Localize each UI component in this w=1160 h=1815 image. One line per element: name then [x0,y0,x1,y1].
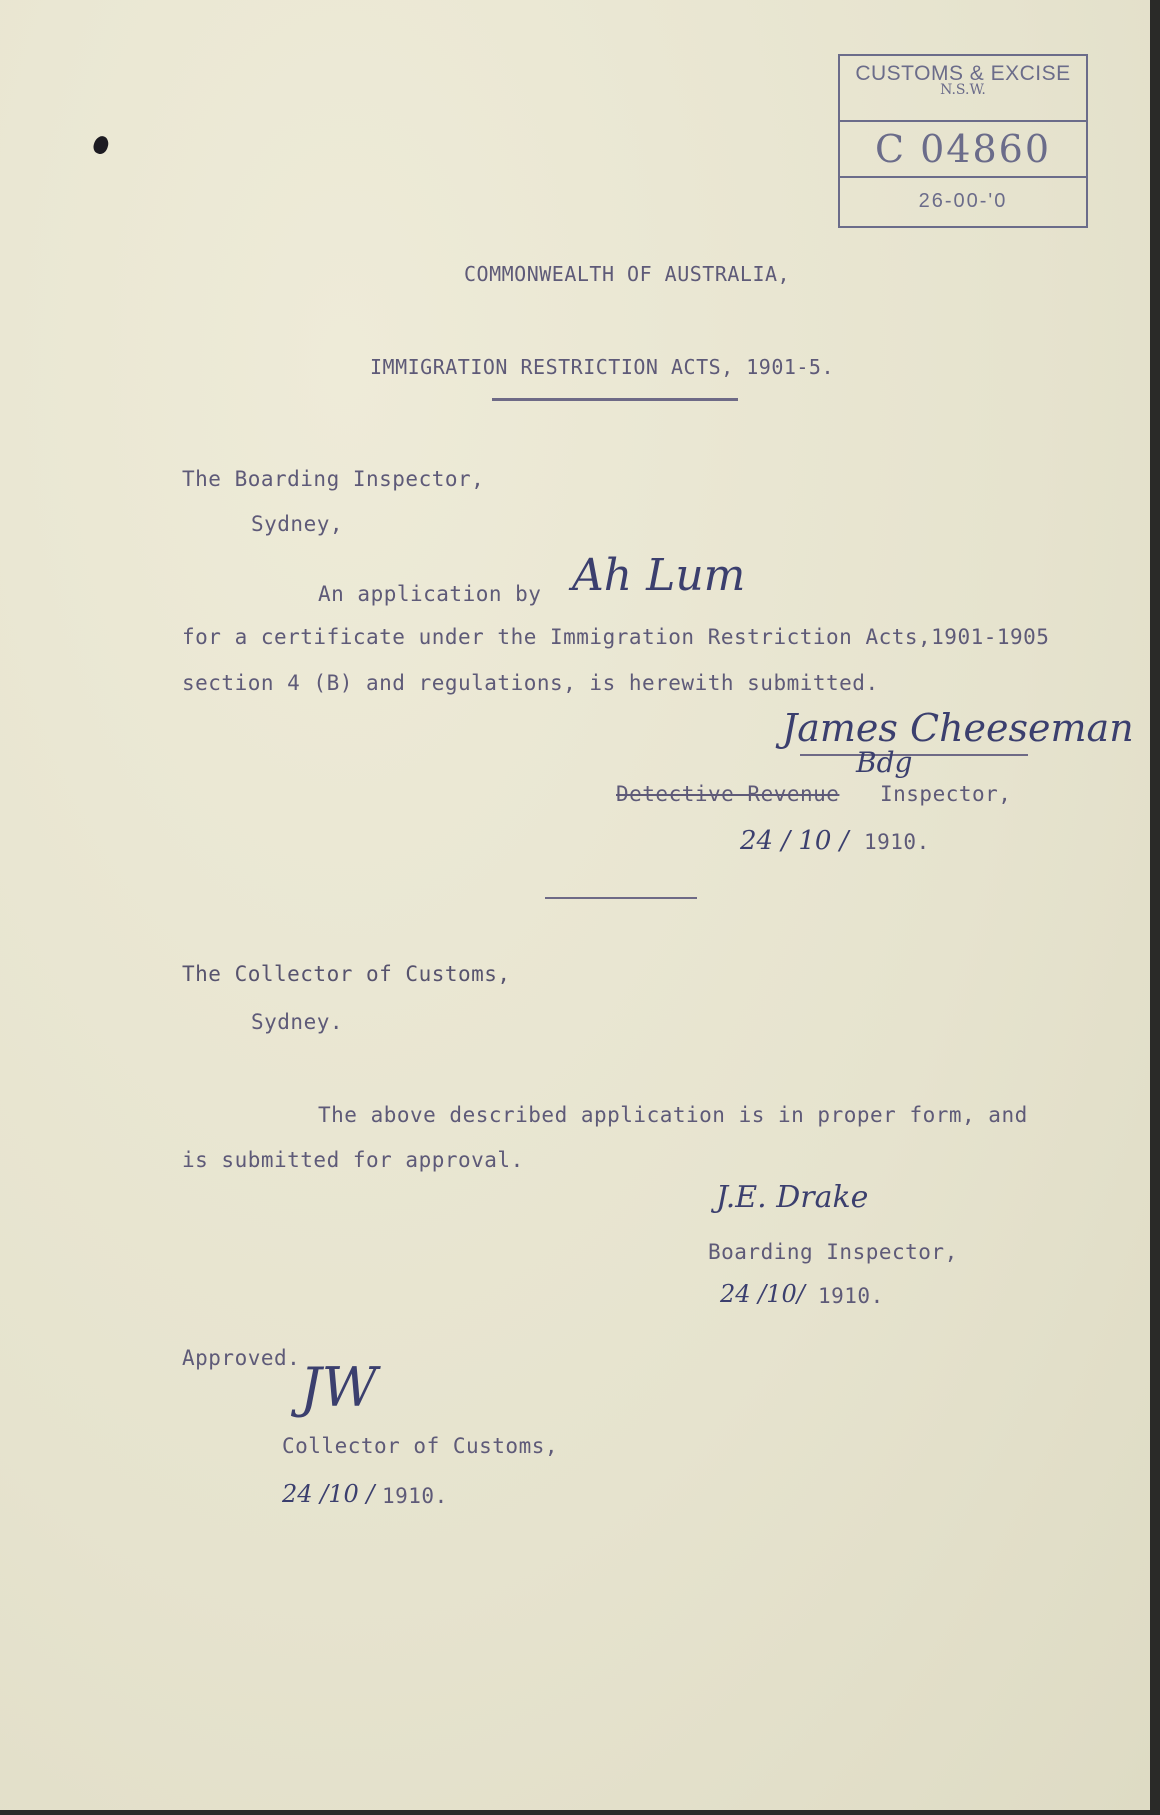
addressee-1: The Boarding Inspector, [182,467,485,491]
heading-rule [492,398,738,401]
document-title: COMMONWEALTH OF AUSTRALIA, [464,262,791,286]
stamp-number: C 04860 [874,127,1052,171]
customs-stamp [838,54,1088,228]
city-2: Sydney. [251,1010,344,1034]
section-divider [545,897,697,899]
ink-blot [91,134,110,156]
applicant-name: Ah Lum [572,550,746,601]
application-body-line2: section 4 (B) and regulations, is herewith submitted. [182,671,879,695]
approval-body-line1: The above described application is in proper form, and [318,1103,1028,1127]
date-hand-1: 24 / 10 / [740,826,849,856]
struck-title-1: Detective Revenue [616,782,840,806]
stamp-date: 26-00-'0 [918,190,1008,212]
date-hand-3: 24 /10 / [282,1480,375,1508]
stamp-line1: CUSTOMS & EXCISE [855,62,1071,85]
signature-2: J.E. Drake [716,1180,869,1215]
date-hand-2: 24 /10/ [720,1280,805,1308]
approval-initials: JW [300,1356,378,1419]
city-1: Sydney, [251,512,344,536]
document-subtitle: IMMIGRATION RESTRICTION ACTS, 1901-5. [370,355,835,379]
approved-label: Approved. [182,1346,301,1370]
approval-title: Collector of Customs, [282,1434,559,1458]
addressee-2: The Collector of Customs, [182,962,511,986]
application-intro: An application by [318,582,542,606]
approval-body-line2: is submitted for approval. [182,1148,524,1172]
date-year-2: 1910. [818,1284,884,1308]
title-2: Boarding Inspector, [708,1240,958,1264]
application-body-line1: for a certificate under the Immigration Restriction Acts,1901-1905 [182,625,1050,649]
date-year-1: 1910. [864,830,930,854]
signature-1: James Cheeseman [782,706,1134,750]
date-year-3: 1910. [382,1484,448,1508]
title-abbrev-1: Bdg [856,746,913,779]
title-1: Inspector, [880,782,1012,806]
signature-underline [800,754,1028,756]
stamp-line2: N.S.W. [940,82,986,98]
